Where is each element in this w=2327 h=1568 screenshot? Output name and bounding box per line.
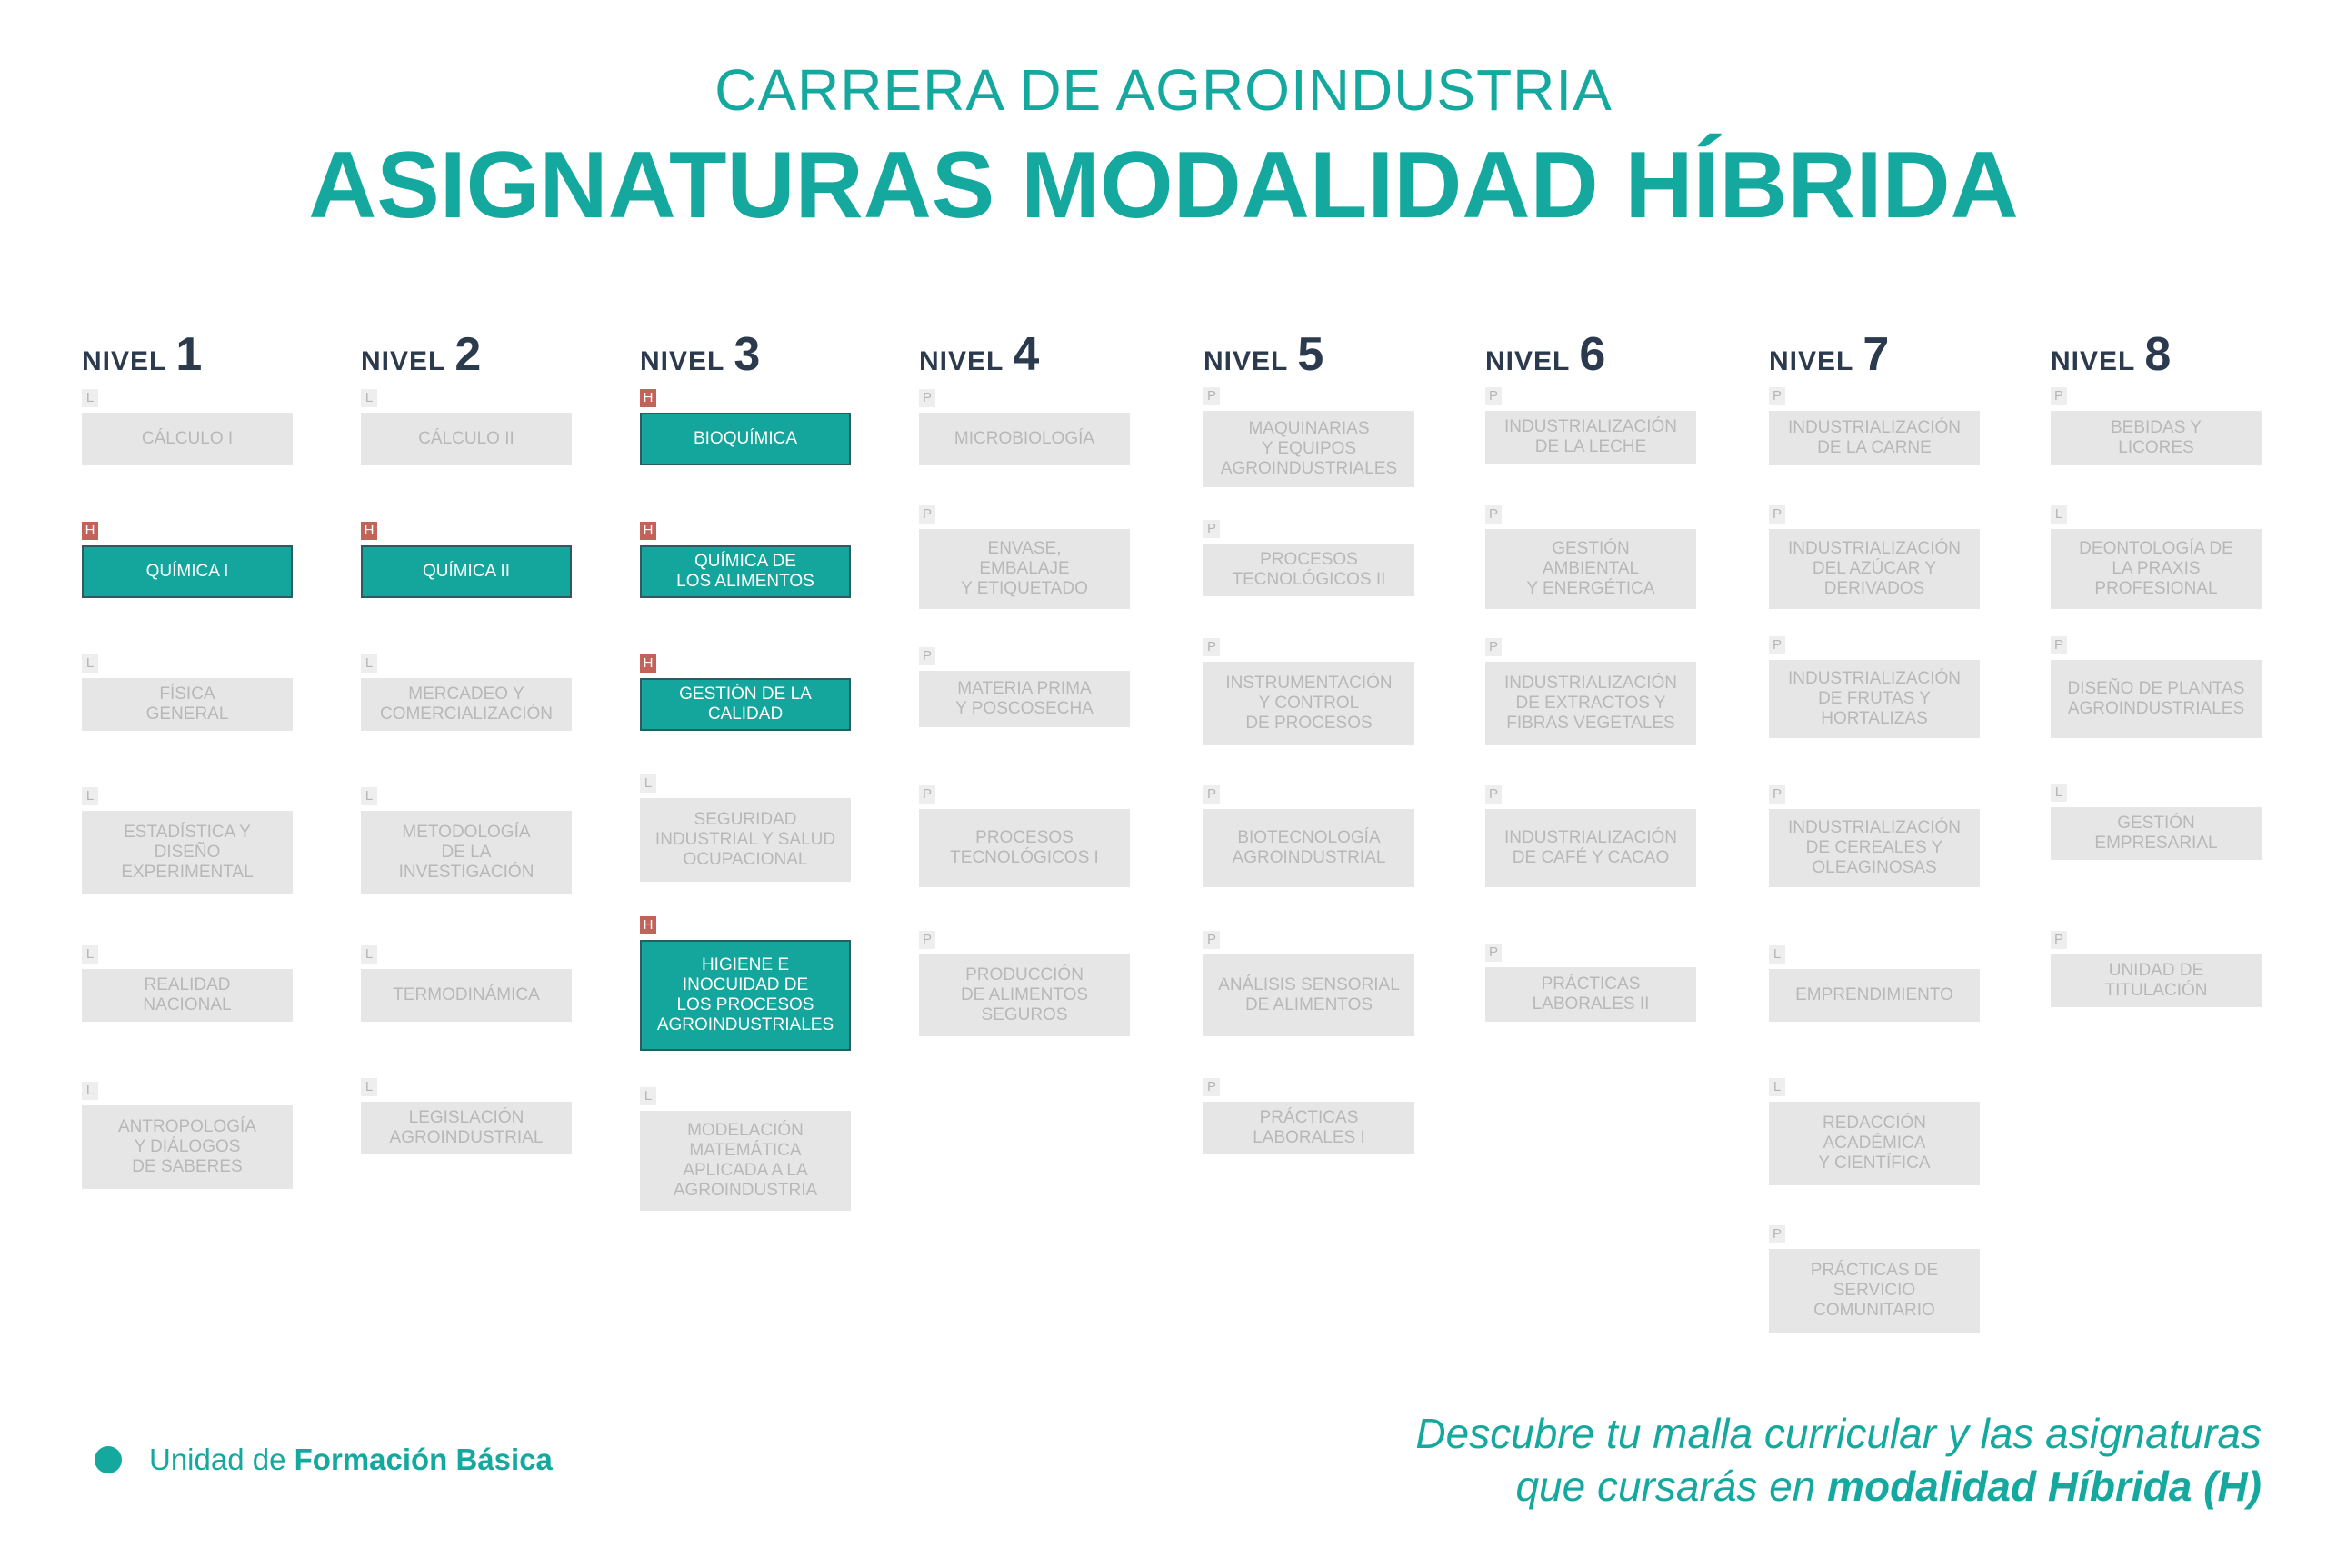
legend-prefix: Unidad de (149, 1443, 295, 1476)
course-name: BIOTECNOLOGÍA AGROINDUSTRIAL (1203, 809, 1414, 887)
course-name: INDUSTRIALIZACIÓN DE LA LECHE (1485, 411, 1696, 464)
level-label: NIVEL (361, 346, 446, 376)
modality-tag: P (919, 785, 935, 804)
tagline-line-2 (1415, 1460, 2262, 1513)
course-name: PROCESOS TECNOLÓGICOS I (919, 809, 1130, 887)
modality-tag: P (2051, 387, 2067, 405)
level-label: NIVEL (2051, 346, 2136, 376)
modality-tag: P (2051, 636, 2067, 654)
level-column-8 (2051, 327, 2262, 1000)
legend (95, 1440, 553, 1480)
course-name: QUÍMICA DE LOS ALIMENTOS (640, 545, 851, 598)
modality-tag: L (82, 1082, 98, 1100)
modality-tag: P (1485, 505, 1502, 524)
modality-tag: P (1485, 387, 1502, 405)
modality-tag: P (919, 505, 935, 524)
course-name: GESTIÓN DE LA CALIDAD (640, 678, 851, 731)
level-column-3 (640, 327, 851, 1200)
level-label: NIVEL (1203, 346, 1289, 376)
modality-tag: P (919, 931, 935, 949)
course-name: DISEÑO DE PLANTAS AGROINDUSTRIALES (2051, 660, 2262, 738)
level-number: 1 (175, 328, 203, 381)
course-name: DEONTOLOGÍA DE LA PRAXIS PROFESIONAL (2051, 529, 2262, 609)
modality-tag: L (2051, 784, 2067, 802)
course-name: HIGIENE E INOCUIDAD DE LOS PROCESOS AGROINDUSTRIALES (640, 940, 851, 1051)
level-heading (361, 327, 572, 382)
modality-tag: P (1769, 1225, 1785, 1243)
level-number: 2 (454, 328, 482, 381)
level-column-1 (82, 327, 293, 1176)
level-column-4 (919, 327, 1130, 1024)
level-label: NIVEL (1485, 346, 1571, 376)
level-number: 8 (2144, 328, 2172, 381)
modality-tag: P (1203, 520, 1220, 538)
course-name: INSTRUMENTACIÓN Y CONTROL DE PROCESOS (1203, 662, 1414, 745)
course-name: PRODUCCIÓN DE ALIMENTOS SEGUROS (919, 954, 1130, 1036)
modality-tag: P (919, 389, 935, 407)
modality-tag: P (919, 647, 935, 665)
level-label: NIVEL (82, 346, 167, 376)
course-name: INDUSTRIALIZACIÓN DE LA CARNE (1769, 411, 1980, 465)
legend-dot-icon (95, 1446, 122, 1473)
course-name: MATERIA PRIMA Y POSCOSECHA (919, 671, 1130, 727)
course-name: ANÁLISIS SENSORIAL DE ALIMENTOS (1203, 954, 1414, 1036)
level-number: 3 (734, 328, 761, 381)
modality-tag: P (1769, 785, 1785, 804)
course-name: CÁLCULO II (361, 413, 572, 465)
page-title: ASIGNATURAS MODALIDAD HÍBRIDA (308, 133, 2019, 238)
level-number: 7 (1863, 328, 1890, 381)
modality-tag: L (361, 787, 377, 805)
modality-tag: P (1203, 638, 1220, 656)
level-heading (1485, 327, 1696, 382)
modality-tag: L (361, 654, 377, 673)
course-name: INDUSTRIALIZACIÓN DE EXTRACTOS Y FIBRAS VEGETALES (1485, 662, 1696, 745)
course-name: SEGURIDAD INDUSTRIAL Y SALUD OCUPACIONAL (640, 798, 851, 882)
course-name: PRÁCTICAS LABORALES I (1203, 1102, 1414, 1154)
modality-tag: H (640, 522, 656, 540)
level-heading (1203, 327, 1414, 382)
course-name: QUÍMICA II (361, 545, 572, 598)
level-heading (82, 327, 293, 382)
modality-tag: L (82, 389, 98, 407)
course-name: MAQUINARIAS Y EQUIPOS AGROINDUSTRIALES (1203, 411, 1414, 487)
modality-tag: L (82, 787, 98, 805)
course-name: ESTADÍSTICA Y DISEÑO EXPERIMENTAL (82, 811, 293, 894)
course-name: QUÍMICA I (82, 545, 293, 598)
modality-tag: P (1485, 638, 1502, 656)
course-name: REALIDAD NACIONAL (82, 969, 293, 1022)
course-name: GESTIÓN AMBIENTAL Y ENERGÉTICA (1485, 529, 1696, 609)
modality-tag: H (82, 522, 98, 540)
course-name: ANTROPOLOGÍA Y DIÁLOGOS DE SABERES (82, 1105, 293, 1189)
tagline (1415, 1407, 2262, 1513)
course-name: INDUSTRIALIZACIÓN DE FRUTAS Y HORTALIZAS (1769, 660, 1980, 738)
course-name: UNIDAD DE TITULACIÓN (2051, 954, 2262, 1007)
modality-tag: L (82, 654, 98, 673)
modality-tag: P (1203, 785, 1220, 804)
course-name: MODELACIÓN MATEMÁTICA APLICADA A LA AGROINDUSTRIA (640, 1111, 851, 1211)
course-name: PRÁCTICAS LABORALES II (1485, 967, 1696, 1022)
modality-tag: L (82, 945, 98, 964)
modality-tag: L (640, 774, 656, 793)
modality-tag: L (1769, 945, 1785, 964)
course-name: LEGISLACIÓN AGROINDUSTRIAL (361, 1102, 572, 1154)
tagline-prefix: que cursarás en (1515, 1463, 1828, 1510)
modality-tag: P (1769, 636, 1785, 654)
level-label: NIVEL (640, 346, 725, 376)
course-name: INDUSTRIALIZACIÓN DE CEREALES Y OLEAGINOSAS (1769, 809, 1980, 887)
career-subtitle: CARRERA DE AGROINDUSTRIA (714, 57, 1613, 123)
level-label: NIVEL (1769, 346, 1854, 376)
level-heading (640, 327, 851, 382)
modality-tag: L (361, 945, 377, 964)
level-heading (1769, 327, 1980, 382)
course-name: GESTIÓN EMPRESARIAL (2051, 807, 2262, 860)
level-column-6 (1485, 327, 1696, 1014)
tagline-line-1: Descubre tu malla curricular y las asignaturas (1415, 1410, 2262, 1457)
modality-tag: L (361, 389, 377, 407)
course-name: REDACCIÓN ACADÉMICA Y CIENTÍFICA (1769, 1102, 1980, 1185)
course-name: EMPRENDIMIENTO (1769, 969, 1980, 1022)
modality-tag: L (361, 1078, 377, 1096)
course-name: TERMODINÁMICA (361, 969, 572, 1022)
tagline-highlight: modalidad Híbrida (H) (1827, 1463, 2262, 1510)
course-name: BIOQUÍMICA (640, 413, 851, 465)
level-number: 4 (1013, 328, 1040, 381)
course-name: ENVASE, EMBALAJE Y ETIQUETADO (919, 529, 1130, 609)
modality-tag: P (1485, 944, 1502, 962)
modality-tag: L (1769, 1078, 1785, 1096)
modality-tag: P (1485, 785, 1502, 804)
course-name: BEBIDAS Y LICORES (2051, 411, 2262, 465)
modality-tag: H (640, 389, 656, 407)
legend-highlight: Formación Básica (294, 1443, 553, 1476)
modality-tag: H (640, 916, 656, 934)
course-name: CÁLCULO I (82, 413, 293, 465)
level-heading (919, 327, 1130, 382)
level-column-2 (361, 327, 572, 1147)
course-name: METODOLOGÍA DE LA INVESTIGACIÓN (361, 811, 572, 894)
level-column-7 (1769, 327, 1980, 1320)
modality-tag: P (1203, 387, 1220, 405)
course-name: PROCESOS TECNOLÓGICOS II (1203, 544, 1414, 596)
level-number: 5 (1297, 328, 1324, 381)
level-number: 6 (1579, 328, 1606, 381)
modality-tag: P (1203, 931, 1220, 949)
modality-tag: H (361, 522, 377, 540)
course-name: FÍSICA GENERAL (82, 678, 293, 731)
course-name: MICROBIOLOGÍA (919, 413, 1130, 465)
modality-tag: P (2051, 931, 2067, 949)
level-column-5 (1203, 327, 1414, 1147)
modality-tag: P (1769, 387, 1785, 405)
modality-tag: L (640, 1087, 656, 1105)
course-name: INDUSTRIALIZACIÓN DE CAFÉ Y CACAO (1485, 809, 1696, 887)
legend-text (149, 1443, 553, 1477)
modality-tag: L (2051, 505, 2067, 524)
modality-tag: P (1203, 1078, 1220, 1096)
level-heading (2051, 327, 2262, 382)
course-name: INDUSTRIALIZACIÓN DEL AZÚCAR Y DERIVADOS (1769, 529, 1980, 609)
modality-tag: H (640, 654, 656, 673)
level-label: NIVEL (919, 346, 1004, 376)
course-name: PRÁCTICAS DE SERVICIO COMUNITARIO (1769, 1249, 1980, 1333)
modality-tag: P (1769, 505, 1785, 524)
course-name: MERCADEO Y COMERCIALIZACIÓN (361, 678, 572, 731)
